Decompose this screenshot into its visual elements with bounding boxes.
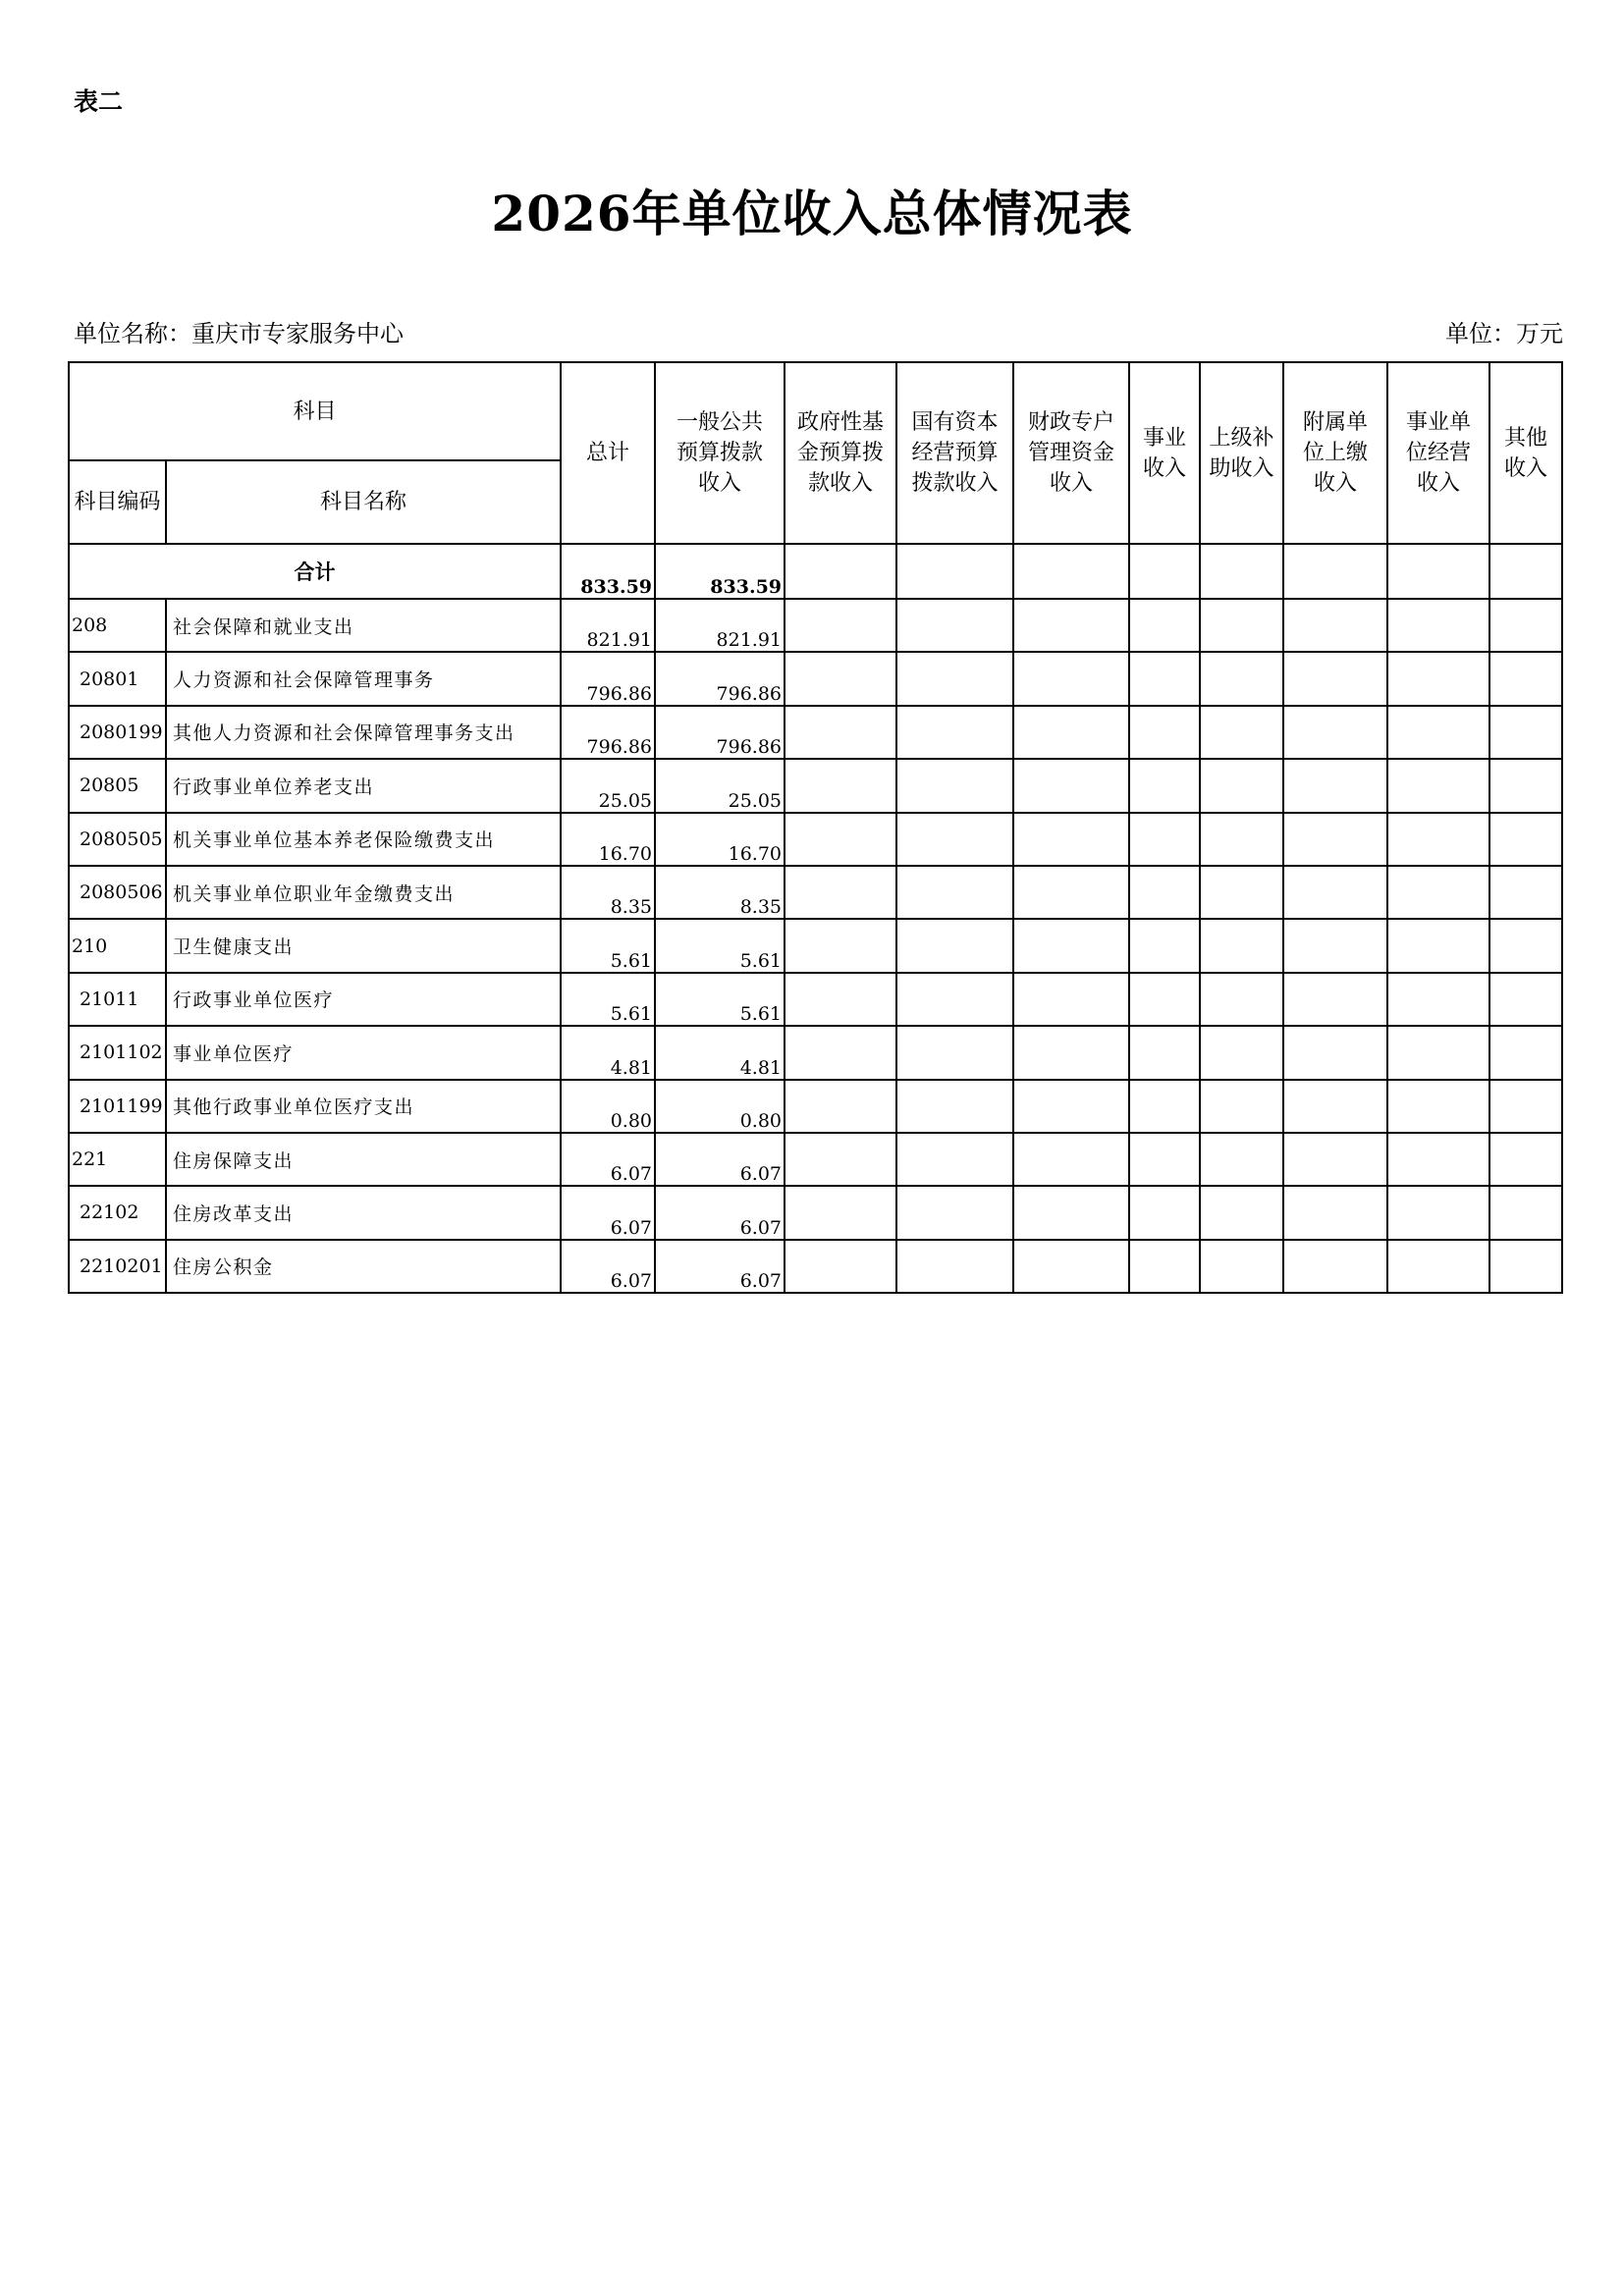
header-business-operation-line: 事业单: [1406, 410, 1472, 435]
table-row: [69, 1080, 1562, 1133]
empty-cell: [1283, 1080, 1387, 1133]
header-superior-subsidy: [1200, 362, 1283, 544]
empty-cell: [1283, 919, 1387, 972]
header-affiliated: [1283, 362, 1387, 544]
empty-cell: [1200, 866, 1283, 919]
header-state-capital-line: 拨款收入: [911, 471, 999, 496]
unit-measure: 单位：万元: [1445, 320, 1563, 347]
subject-name-cell: 其他行政事业单位医疗支出: [166, 1080, 561, 1133]
header-general-budget-line: 预算拨款: [677, 441, 764, 465]
empty-cell: [785, 813, 896, 866]
empty-cell: [896, 1186, 1013, 1239]
empty-cell: [1013, 599, 1129, 652]
empty-cell: [1387, 599, 1489, 652]
empty-cell: [1489, 599, 1562, 652]
table-row: [69, 919, 1562, 972]
header-business-line: 事业: [1143, 425, 1187, 451]
header-fiscal-special: [1013, 362, 1129, 544]
subject-name-cell: 住房改革支出: [166, 1186, 561, 1239]
header-row-1: [69, 362, 1562, 460]
subject-name-cell: 其他人力资源和社会保障管理事务支出: [166, 706, 561, 759]
empty-cell: [1129, 544, 1200, 599]
subject-code-cell: 2080506: [69, 866, 166, 919]
empty-cell: [1200, 813, 1283, 866]
empty-cell: [1129, 759, 1200, 812]
general-budget-cell: 6.07: [655, 1240, 785, 1293]
subject-name-cell: 行政事业单位医疗: [166, 973, 561, 1026]
subject-name-cell: 机关事业单位基本养老保险缴费支出: [166, 813, 561, 866]
empty-cell: [785, 973, 896, 1026]
empty-cell: [1129, 1240, 1200, 1293]
empty-cell: [1013, 1080, 1129, 1133]
empty-cell: [1283, 813, 1387, 866]
empty-cell: [1013, 973, 1129, 1026]
total-cell: 821.91: [561, 599, 655, 652]
empty-cell: [1283, 866, 1387, 919]
empty-cell: [896, 706, 1013, 759]
subject-code-cell: 21011: [69, 973, 166, 1026]
empty-cell: [1200, 919, 1283, 972]
empty-cell: [1283, 706, 1387, 759]
empty-cell: [1200, 1240, 1283, 1293]
total-cell: 796.86: [561, 706, 655, 759]
total-cell: 6.07: [561, 1240, 655, 1293]
general-budget-cell: 8.35: [655, 866, 785, 919]
empty-cell: [1489, 1080, 1562, 1133]
empty-cell: [1129, 973, 1200, 1026]
empty-cell: [1489, 706, 1562, 759]
total-cell: 6.07: [561, 1186, 655, 1239]
subject-code-cell: 2101102: [69, 1026, 166, 1079]
empty-cell: [785, 759, 896, 812]
general-budget-cell: 0.80: [655, 1080, 785, 1133]
empty-cell: [1387, 1186, 1489, 1239]
empty-cell: [1489, 1133, 1562, 1186]
header-other-line: 其他: [1504, 425, 1548, 451]
empty-cell: [1013, 866, 1129, 919]
empty-cell: [896, 599, 1013, 652]
empty-cell: [1489, 1240, 1562, 1293]
empty-cell: [1129, 599, 1200, 652]
subject-name-cell: 行政事业单位养老支出: [166, 759, 561, 812]
subject-code-cell: 210: [69, 919, 166, 972]
empty-cell: [1387, 1240, 1489, 1293]
header-affiliated-line: 附属单: [1303, 410, 1369, 435]
header-affiliated-line: 位上缴: [1303, 441, 1369, 465]
empty-cell: [1129, 919, 1200, 972]
header-business-operation: [1387, 362, 1489, 544]
header-other-line: 收入: [1504, 455, 1548, 481]
table-row: [69, 1240, 1562, 1293]
subject-code-cell: 2080199: [69, 706, 166, 759]
total-cell: 6.07: [561, 1133, 655, 1186]
general-budget-cell: 4.81: [655, 1026, 785, 1079]
empty-cell: [1013, 1186, 1129, 1239]
header-fiscal-special-line: 管理资金: [1028, 441, 1115, 465]
header-state-capital-line: 国有资本: [911, 410, 999, 435]
header-total: 总计: [561, 362, 655, 544]
header-gov-fund-line: 金预算拨: [797, 441, 885, 465]
total-cell: 5.61: [561, 919, 655, 972]
empty-cell: [785, 544, 896, 599]
empty-cell: [1489, 544, 1562, 599]
total-amount: 833.59: [561, 544, 655, 599]
empty-cell: [785, 866, 896, 919]
empty-cell: [896, 1133, 1013, 1186]
empty-cell: [1200, 759, 1283, 812]
empty-cell: [896, 1240, 1013, 1293]
table-row: [69, 1026, 1562, 1079]
empty-cell: [1489, 1026, 1562, 1079]
empty-cell: [1200, 1133, 1283, 1186]
table-row: [69, 652, 1562, 705]
table-row: [69, 813, 1562, 866]
empty-cell: [1387, 919, 1489, 972]
empty-cell: [1387, 866, 1489, 919]
empty-cell: [1013, 1026, 1129, 1079]
empty-cell: [785, 1240, 896, 1293]
empty-cell: [785, 599, 896, 652]
empty-cell: [1387, 544, 1489, 599]
empty-cell: [1013, 652, 1129, 705]
empty-cell: [896, 544, 1013, 599]
empty-cell: [1283, 599, 1387, 652]
empty-cell: [1489, 759, 1562, 812]
empty-cell: [785, 919, 896, 972]
empty-cell: [1013, 919, 1129, 972]
subject-name-cell: 事业单位医疗: [166, 1026, 561, 1079]
total-cell: 796.86: [561, 652, 655, 705]
empty-cell: [1283, 1026, 1387, 1079]
income-table: [68, 361, 1563, 1294]
general-budget-cell: 16.70: [655, 813, 785, 866]
empty-cell: [1200, 544, 1283, 599]
empty-cell: [1387, 1133, 1489, 1186]
empty-cell: [896, 973, 1013, 1026]
total-general-budget: 833.59: [655, 544, 785, 599]
header-subject: 科目: [69, 362, 561, 460]
empty-cell: [896, 759, 1013, 812]
general-budget-cell: 25.05: [655, 759, 785, 812]
total-label: 合计: [69, 544, 561, 599]
table-row: [69, 1133, 1562, 1186]
empty-cell: [1283, 759, 1387, 812]
header-state-capital: [896, 362, 1013, 544]
subject-code-cell: 2101199: [69, 1080, 166, 1133]
empty-cell: [1129, 1186, 1200, 1239]
empty-cell: [1129, 1026, 1200, 1079]
empty-cell: [1489, 973, 1562, 1026]
table-row: [69, 973, 1562, 1026]
subject-code-cell: 2210201: [69, 1240, 166, 1293]
empty-cell: [1283, 1186, 1387, 1239]
empty-cell: [1200, 1186, 1283, 1239]
empty-cell: [1129, 866, 1200, 919]
empty-cell: [1129, 706, 1200, 759]
header-subject-name: 科目名称: [166, 460, 561, 544]
empty-cell: [785, 1133, 896, 1186]
empty-cell: [1013, 544, 1129, 599]
empty-cell: [1200, 652, 1283, 705]
header-gov-fund-line: 政府性基: [797, 410, 885, 435]
subject-code-cell: 221: [69, 1133, 166, 1186]
table-row: [69, 706, 1562, 759]
empty-cell: [1283, 973, 1387, 1026]
empty-cell: [896, 1080, 1013, 1133]
empty-cell: [1129, 1133, 1200, 1186]
empty-cell: [1200, 1080, 1283, 1133]
total-cell: 4.81: [561, 1026, 655, 1079]
empty-cell: [1387, 652, 1489, 705]
empty-cell: [896, 1026, 1013, 1079]
total-cell: 25.05: [561, 759, 655, 812]
header-fiscal-special-line: 财政专户: [1028, 410, 1115, 435]
total-cell: 0.80: [561, 1080, 655, 1133]
subject-name-cell: 住房保障支出: [166, 1133, 561, 1186]
empty-cell: [1013, 813, 1129, 866]
general-budget-cell: 796.86: [655, 706, 785, 759]
empty-cell: [1489, 652, 1562, 705]
subject-name-cell: 机关事业单位职业年金缴费支出: [166, 866, 561, 919]
empty-cell: [1283, 544, 1387, 599]
header-gov-fund-line: 款收入: [808, 471, 874, 496]
empty-cell: [785, 1186, 896, 1239]
empty-cell: [1489, 919, 1562, 972]
table-row: [69, 759, 1562, 812]
empty-cell: [1200, 706, 1283, 759]
general-budget-cell: 5.61: [655, 973, 785, 1026]
empty-cell: [1387, 1026, 1489, 1079]
empty-cell: [1200, 599, 1283, 652]
general-budget-cell: 6.07: [655, 1133, 785, 1186]
empty-cell: [1013, 759, 1129, 812]
header-subject-code: 科目编码: [69, 460, 166, 544]
subject-code-cell: 20805: [69, 759, 166, 812]
total-cell: 8.35: [561, 866, 655, 919]
empty-cell: [1489, 813, 1562, 866]
general-budget-cell: 821.91: [655, 599, 785, 652]
empty-cell: [1013, 706, 1129, 759]
empty-cell: [896, 866, 1013, 919]
empty-cell: [785, 1080, 896, 1133]
table-number-label: 表二: [74, 87, 124, 116]
total-cell: 5.61: [561, 973, 655, 1026]
empty-cell: [1283, 1133, 1387, 1186]
table-row: [69, 866, 1562, 919]
empty-cell: [1013, 1240, 1129, 1293]
header-business-line: 收入: [1143, 455, 1187, 481]
subject-name-cell: 卫生健康支出: [166, 919, 561, 972]
subject-code-cell: 2080505: [69, 813, 166, 866]
empty-cell: [785, 1026, 896, 1079]
total-row: [69, 544, 1562, 599]
empty-cell: [785, 652, 896, 705]
empty-cell: [1283, 1240, 1387, 1293]
empty-cell: [1387, 813, 1489, 866]
subject-code-cell: 20801: [69, 652, 166, 705]
header-affiliated-line: 收入: [1314, 471, 1358, 496]
empty-cell: [1129, 813, 1200, 866]
subject-name-cell: 住房公积金: [166, 1240, 561, 1293]
header-superior-subsidy-line: 上级补: [1209, 425, 1274, 451]
empty-cell: [1387, 973, 1489, 1026]
header-general-budget-line: 一般公共: [677, 410, 764, 435]
header-superior-subsidy-line: 助收入: [1209, 455, 1274, 481]
general-budget-cell: 6.07: [655, 1186, 785, 1239]
empty-cell: [1387, 1080, 1489, 1133]
subject-code-cell: 208: [69, 599, 166, 652]
header-state-capital-line: 经营预算: [911, 441, 999, 465]
general-budget-cell: 796.86: [655, 652, 785, 705]
header-business-operation-line: 位经营: [1406, 441, 1472, 465]
subject-name-cell: 人力资源和社会保障管理事务: [166, 652, 561, 705]
empty-cell: [1200, 973, 1283, 1026]
header-gov-fund: [785, 362, 896, 544]
total-cell: 16.70: [561, 813, 655, 866]
empty-cell: [896, 652, 1013, 705]
empty-cell: [1013, 1133, 1129, 1186]
empty-cell: [1200, 1026, 1283, 1079]
empty-cell: [785, 706, 896, 759]
header-fiscal-special-line: 收入: [1050, 471, 1094, 496]
header-general-budget: [655, 362, 785, 544]
header-general-budget-line: 收入: [698, 471, 742, 496]
empty-cell: [1129, 652, 1200, 705]
header-business: [1129, 362, 1200, 544]
empty-cell: [1387, 759, 1489, 812]
empty-cell: [896, 813, 1013, 866]
empty-cell: [1387, 706, 1489, 759]
unit-name: 单位名称：重庆市专家服务中心: [74, 320, 404, 347]
header-business-operation-line: 收入: [1417, 471, 1461, 496]
header-other: [1489, 362, 1562, 544]
subject-name-cell: 社会保障和就业支出: [166, 599, 561, 652]
page-title: 2026年单位收入总体情况表: [491, 185, 1133, 242]
table-row: [69, 1186, 1562, 1239]
table-row: [69, 599, 1562, 652]
general-budget-cell: 5.61: [655, 919, 785, 972]
empty-cell: [1489, 866, 1562, 919]
subject-code-cell: 22102: [69, 1186, 166, 1239]
empty-cell: [1283, 652, 1387, 705]
empty-cell: [896, 919, 1013, 972]
empty-cell: [1129, 1080, 1200, 1133]
empty-cell: [1489, 1186, 1562, 1239]
